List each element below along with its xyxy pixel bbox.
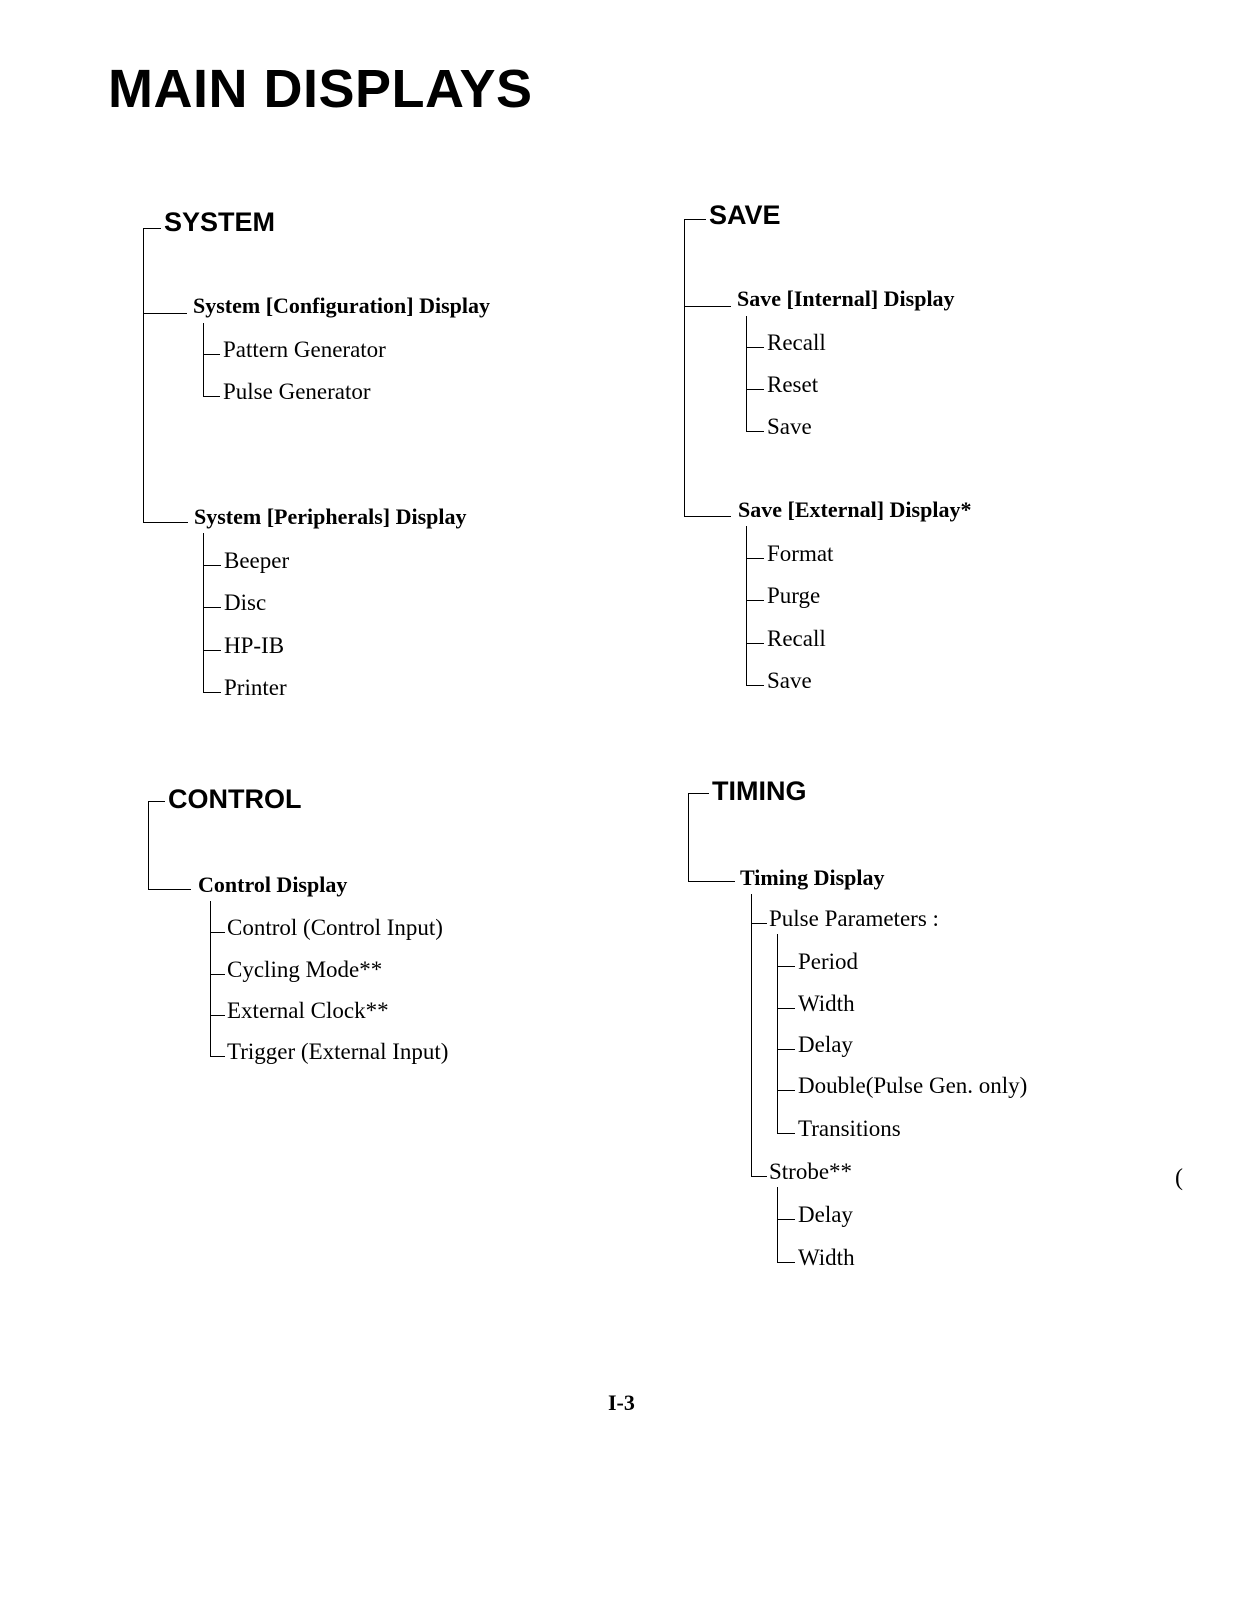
tree-connector [688, 793, 709, 794]
tree-connector [777, 1008, 795, 1009]
system-heading: SYSTEM [164, 207, 276, 237]
tree-connector [203, 396, 220, 397]
tree-connector [746, 389, 764, 390]
tree-connector [746, 431, 764, 432]
tree-connector [203, 650, 221, 651]
tree-connector [210, 974, 225, 975]
tree-connector [746, 347, 764, 348]
save-external-display-label: Save [External] Display* [738, 497, 972, 522]
list-item: External Clock** [227, 998, 389, 1023]
system-configuration-display-label: System [Configuration] Display [193, 293, 491, 318]
tree-connector [688, 793, 689, 881]
list-item: Width [798, 1245, 855, 1270]
list-item: Beeper [224, 548, 290, 573]
tree-connector [777, 1049, 795, 1050]
control-display-label: Control Display [198, 872, 348, 897]
tree-connector [751, 894, 752, 1176]
list-item: Format [767, 541, 834, 566]
tree-connector [148, 801, 149, 889]
list-item: Save [767, 668, 812, 693]
page-title: MAIN DISPLAYS [108, 59, 533, 119]
tree-connector [684, 516, 731, 517]
tree-connector [203, 565, 221, 566]
tree-connector [751, 1176, 767, 1177]
tree-connector [148, 801, 165, 802]
tree-connector [148, 889, 191, 890]
tree-connector [143, 313, 187, 314]
tree-connector [203, 354, 220, 355]
list-item: HP-IB [224, 633, 285, 658]
tree-connector [210, 1056, 225, 1057]
list-item: Control (Control Input) [227, 915, 443, 940]
tree-connector [751, 923, 767, 924]
list-item: Pulse Generator [223, 379, 371, 404]
tree-connector [746, 643, 764, 644]
tree-connector [777, 1090, 795, 1091]
tree-connector [777, 1133, 795, 1134]
list-item: Disc [224, 590, 267, 615]
list-item: Purge [767, 583, 821, 608]
system-peripherals-display-label: System [Peripherals] Display [194, 504, 467, 529]
tree-connector [746, 685, 764, 686]
tree-connector [210, 1015, 225, 1016]
list-item: Delay [798, 1032, 853, 1057]
list-item: Reset [767, 372, 819, 397]
list-item: Transitions [798, 1116, 901, 1141]
tree-connector [746, 600, 764, 601]
list-item: Delay [798, 1202, 853, 1227]
timing-display-label: Timing Display [740, 865, 885, 890]
list-item: Recall [767, 626, 826, 651]
tree-connector [684, 219, 685, 516]
list-item: Width [798, 991, 855, 1016]
list-item: Cycling Mode** [227, 957, 383, 982]
tree-connector [777, 1219, 795, 1220]
tree-connector [143, 228, 144, 522]
tree-connector [777, 1187, 778, 1262]
list-item: Period [798, 949, 859, 974]
tree-connector [684, 219, 706, 220]
timing-heading: TIMING [712, 776, 807, 806]
tree-connector [143, 522, 188, 523]
tree-connector [777, 966, 795, 967]
control-heading: CONTROL [168, 784, 302, 814]
tree-connector [203, 607, 221, 608]
tree-connector [746, 558, 764, 559]
list-item: Pattern Generator [223, 337, 386, 362]
tree-connector [777, 934, 778, 1133]
tree-connector [688, 881, 735, 882]
list-item: Recall [767, 330, 826, 355]
tree-connector [210, 932, 225, 933]
list-item: Save [767, 414, 812, 439]
tree-connector [203, 323, 204, 396]
strobe-label: Strobe** [769, 1159, 853, 1184]
stray-mark: ( [1175, 1165, 1183, 1191]
save-internal-display-label: Save [Internal] Display [737, 286, 955, 311]
list-item: Printer [224, 675, 287, 700]
tree-connector [203, 533, 204, 692]
tree-connector [684, 306, 731, 307]
tree-connector [143, 228, 161, 229]
save-heading: SAVE [709, 200, 781, 230]
tree-connector [746, 526, 747, 685]
tree-connector [746, 316, 747, 431]
page-number: I-3 [608, 1390, 635, 1415]
tree-connector [203, 692, 221, 693]
pulse-parameters-label: Pulse Parameters : [769, 906, 939, 931]
tree-connector [210, 901, 211, 1056]
list-item: Trigger (External Input) [227, 1039, 449, 1064]
tree-connector [777, 1262, 795, 1263]
list-item: Double(Pulse Gen. only) [798, 1073, 1028, 1098]
